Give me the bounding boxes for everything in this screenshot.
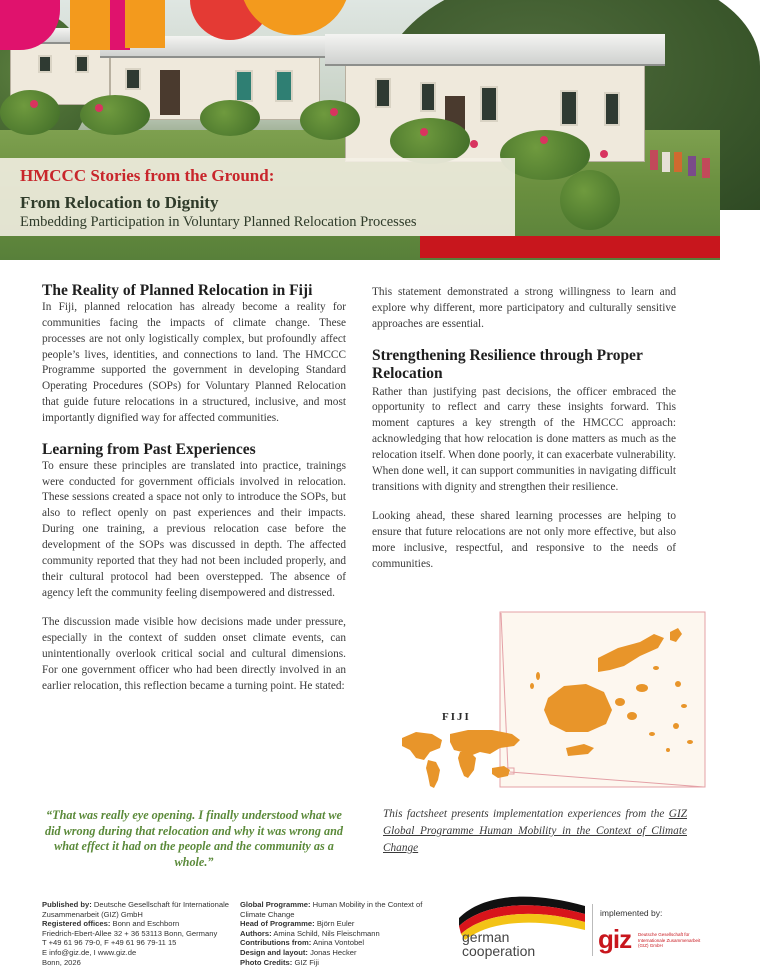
- footer-value: GIZ Fiji: [294, 957, 319, 967]
- hero-flower: [95, 104, 103, 112]
- island-lau: [673, 723, 679, 729]
- hero-flower: [600, 150, 608, 158]
- footer-value: Björn Euler: [316, 919, 355, 929]
- fiji-location-map: [380, 610, 710, 795]
- hero-bush: [300, 100, 360, 140]
- logo-orange-shape: [70, 0, 110, 50]
- island-moala: [649, 732, 655, 736]
- footer-value: Bonn and Eschborn: [112, 919, 180, 929]
- german-cooperation-wordmark: [462, 930, 535, 958]
- continent-north-america: [402, 732, 442, 760]
- caption-text: This factsheet presents implementation experiences from the: [383, 808, 669, 820]
- hero-window: [125, 68, 141, 90]
- island-lau: [675, 681, 681, 687]
- left-column: [42, 282, 346, 695]
- footer-label: Photo Credits:: [240, 957, 293, 967]
- hero-laundry: [674, 152, 682, 172]
- giz-logo-fineprint: Deutsche Gesellschaft für Internationale Zusammenarbeit (GIZ) GmbH: [638, 932, 701, 948]
- continent-south-america: [426, 760, 440, 788]
- page-subtitle: Embedding Participation in Voluntary Planned Relocation Processes: [20, 214, 417, 230]
- implemented-by-label: implemented by:: [600, 908, 663, 918]
- hero-window: [560, 90, 578, 126]
- hero-flower: [30, 100, 38, 108]
- hero-flower: [420, 128, 428, 136]
- island-lau: [687, 740, 693, 744]
- section-body-learning-1: To ensure these principles are translated into practice, trainings were conducted for government officials involved in relocation. These sessions created a space not only to introduce the SOPs, but also to reflect openly on past experiences and their impacts. During one training, a previous relocation case before the development of the SOPs was discussed in depth. The affected community reported that they had not been included properly, and their cultural protocol had been overstepped. The absence of agency left the community feeling disempowered and distressed.: [42, 459, 346, 599]
- hero-laundry: [702, 158, 710, 178]
- island-gau: [627, 712, 637, 720]
- section-body-resilience-2: Looking ahead, these shared learning processes are helping to ensure that future relocations are not only more effective, but also more inclusive, respectful, and responsive to the needs of communities.: [372, 510, 676, 570]
- footer-value: Anina Vontobel: [313, 938, 365, 948]
- hero-door: [160, 70, 180, 115]
- title-band: [0, 158, 515, 236]
- footer-label: Contributions from:: [240, 938, 312, 948]
- page-title: From Relocation to Dignity: [20, 193, 219, 212]
- hero-flower: [330, 108, 338, 116]
- continent-africa: [458, 752, 476, 778]
- footer-value: Deutsche Gesellschaft für Internationale Zusammenarbeit (GIZ) GmbH: [42, 900, 229, 919]
- map-label-fiji: FIJI: [442, 711, 471, 723]
- officer-quote: “That was really eye opening. I finally understood what we did wrong during that relocation and why it was wrong and what effect it had on the people and the community as a whole.”: [45, 808, 343, 869]
- footer-label: Design and layout:: [240, 947, 308, 957]
- island-lau: [681, 704, 687, 708]
- hero-bush: [80, 95, 150, 135]
- caption-programme-link[interactable]: GIZ Global Programme Human Mobility in the Context of Climate Change: [383, 808, 687, 854]
- island-yasawa: [536, 672, 540, 680]
- hero-window: [480, 86, 498, 122]
- factsheet-caption: [383, 806, 687, 857]
- footer-label: Published by:: [42, 900, 92, 909]
- logo-orange-shape: [125, 0, 165, 48]
- footer-label: Head of Programme:: [240, 919, 315, 929]
- footer-label: Registered offices:: [42, 919, 111, 929]
- hero-bush: [0, 90, 60, 135]
- hero-laundry: [650, 150, 658, 170]
- hero-laundry: [662, 152, 670, 172]
- footer-place-date: Bonn, 2026: [42, 957, 81, 967]
- right-column: [372, 285, 676, 573]
- hero-window: [420, 82, 436, 112]
- island-yasawa: [530, 683, 534, 689]
- giz-logo: giz: [598, 924, 632, 954]
- footer-programme-info: [240, 900, 430, 967]
- hero-flower: [540, 136, 548, 144]
- footer-divider: [592, 904, 593, 956]
- footer-phone: T +49 61 96 79-0, F +49 61 96 79-11 15: [42, 938, 177, 948]
- footer-value: Amina Schild, Nils Fleischmann: [273, 928, 380, 938]
- hero-laundry: [688, 156, 696, 176]
- gc-line-2: cooperation: [462, 943, 536, 959]
- hero-flower: [470, 140, 478, 148]
- hero-window: [235, 70, 253, 102]
- statement-paragraph: This statement demonstrated a strong willingness to learn and explore why different, more participatory and culturally sensitive approaches are essential.: [372, 286, 676, 330]
- hero-photo: [0, 0, 720, 258]
- section-body-resilience-1: Rather than justifying past decisions, the officer embraced the opportunity to reflect and carry these insights forward. This moment captures a key strength of the HMCCC approach: acknowledging that how relocation is done matters as much as the relocation itself. When done poorly, it can exacerbate vulnerability. When done well, it can support communities in navigating difficult transitions with dignity and strengthen their resilience.: [372, 385, 676, 493]
- section-heading-reality: The Reality of Planned Relocation in Fiji: [42, 282, 313, 299]
- hero-window: [275, 70, 293, 102]
- section-body-reality: In Fiji, planned relocation has already become a reality for communities facing the impacts of climate change. These processes are not only logistically complex, but profoundly affect people’s lives, identities, and connections to land. The HMCCC Programme supported the government in developing Standard Operating Procedures (SOPs) for Voluntary Planned Relocation that guide future relocations in a structured, inclusive, and most importantly dignified way for affected communities.: [42, 301, 346, 424]
- hero-roof-right: [325, 34, 665, 66]
- island-lau: [666, 748, 670, 752]
- footer-label: Authors:: [240, 928, 272, 938]
- title-kicker: HMCCC Stories from the Ground:: [20, 166, 275, 185]
- island-koro: [636, 684, 648, 692]
- section-heading-learning: Learning from Past Experiences: [42, 440, 256, 458]
- footer-label: Global Programme:: [240, 900, 311, 909]
- footer-value: Jonas Hecker: [310, 947, 357, 957]
- gc-line-1: german: [462, 929, 510, 945]
- hero-bush: [560, 170, 620, 230]
- footer-address: Friedrich-Ebert-Allee 32 + 36 53113 Bonn, Germany: [42, 928, 218, 938]
- hero-window: [75, 55, 89, 73]
- footer-value: Human Mobility in the Context of Climate Change: [240, 900, 423, 919]
- hero-window: [38, 55, 52, 73]
- island-lomaiviti: [653, 666, 659, 670]
- hero-bush: [200, 100, 260, 136]
- section-heading-resilience: Strengthening Resilience through Proper Relocation: [372, 346, 643, 382]
- island-ovalau: [615, 698, 625, 706]
- accent-red-bar: [420, 236, 720, 258]
- section-body-learning-2: The discussion made visible how decisions made under pressure, especially in the context of sudden onset climate events, can unintentionally overlook critical social and cultural dimensions. For one government officer who had been directly involved in an earlier relocation, this reflection became a turning point. He stated:: [42, 616, 346, 692]
- hero-window: [375, 78, 391, 108]
- hero-window: [604, 92, 620, 126]
- footer-publisher-info: [42, 900, 232, 967]
- footer-email[interactable]: E info@giz.de, I www.giz.de: [42, 947, 137, 957]
